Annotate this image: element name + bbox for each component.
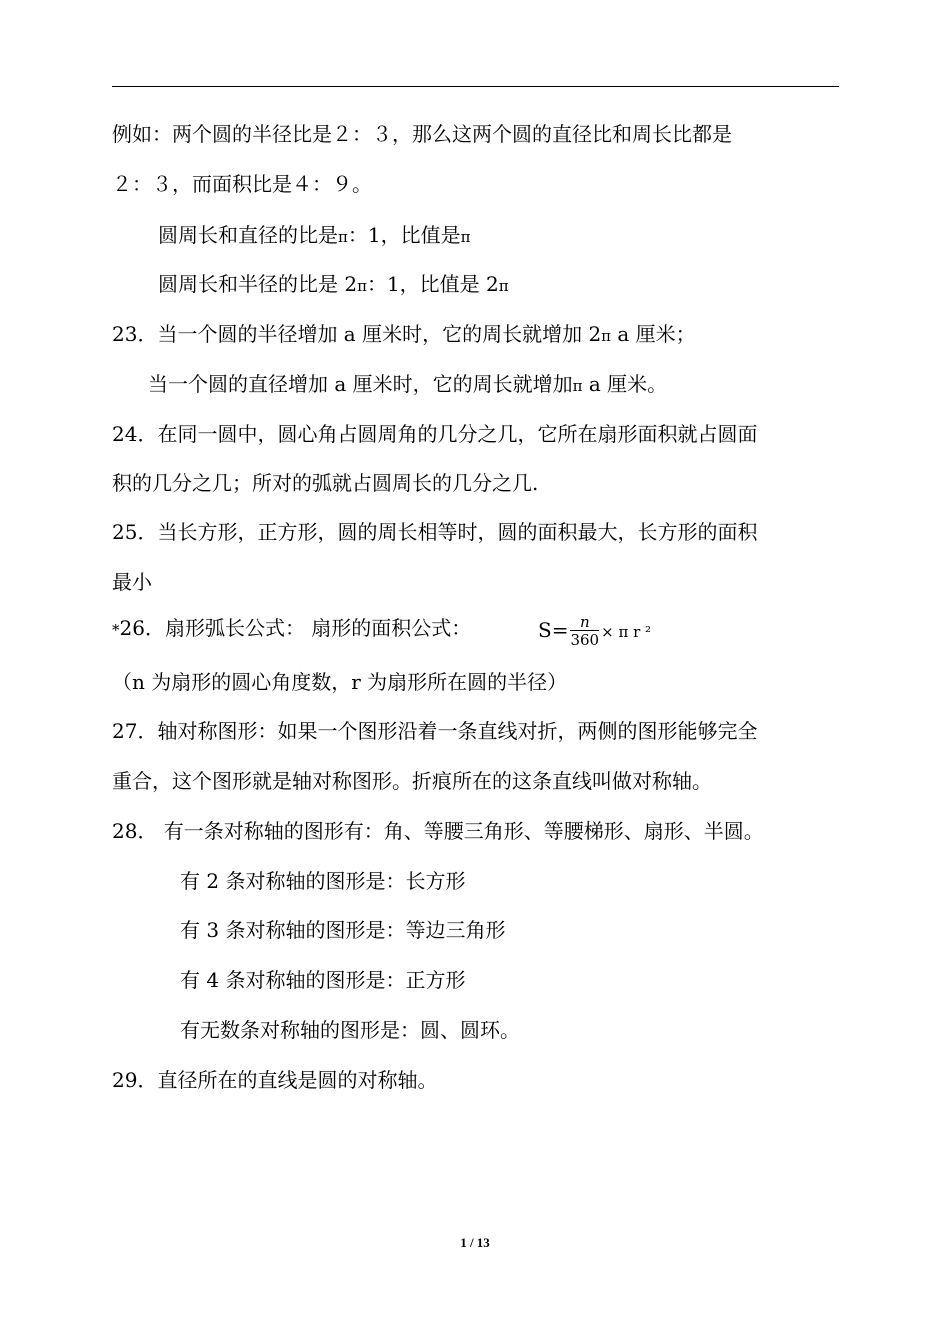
pi-symbol: π — [498, 277, 509, 295]
pi-symbol: π — [460, 228, 471, 246]
text-line: 有 3 条对称轴的图形是：等边三角形 — [180, 918, 506, 942]
formula-lhs: S= — [538, 618, 569, 642]
text-line: 有 2 条对称轴的图形是：长方形 — [180, 869, 466, 893]
text-line: 27．轴对称图形：如果一个图形沿着一条直线对折，两侧的图形能够完全 — [112, 719, 758, 743]
text-segment: 当一个圆的直径增加 a 厘米时，它的周长就增加 — [148, 372, 573, 396]
text-line: 有 4 条对称轴的图形是：正方形 — [180, 968, 466, 992]
text-segment: ：1，比值是 — [347, 223, 461, 247]
text-segment: 圆周长和直径的比是 — [158, 223, 338, 247]
sector-area-formula — [538, 614, 651, 649]
text-line: 积的几分之几；所对的弧就占圆周长的几分之几. — [112, 471, 539, 495]
text-segment: ：1，比值是 2 — [366, 272, 499, 296]
header-rule — [112, 86, 839, 87]
text-segment: a 厘米； — [611, 322, 696, 346]
text-segment: a 厘米。 — [582, 372, 668, 396]
fraction — [570, 614, 599, 649]
text-line: 25．当长方形，正方形，圆的周长相等时，圆的面积最大，长方形的面积 — [112, 520, 758, 544]
text-line: 最小 — [112, 570, 152, 594]
pi-symbol: π — [572, 377, 583, 395]
asterisk-mark: * — [112, 621, 120, 639]
text-line: 24．在同一圆中，圆心角占圆周角的几分之几，它所在扇形面积就占圆面 — [112, 422, 758, 446]
text-line: 例如：两个圆的半径比是２：３，那么这两个圆的直径比和周长比都是 — [112, 122, 732, 146]
formula-rhs: × π r ² — [601, 623, 652, 641]
text-line: 28． 有一条对称轴的图形有：角、等腰三角形、等腰梯形、扇形、半圆。 — [112, 819, 764, 843]
text-line — [158, 223, 470, 249]
text-line — [112, 322, 696, 348]
text-line — [148, 372, 667, 398]
text-line — [158, 272, 509, 298]
pi-symbol: π — [601, 327, 612, 345]
text-line: （n 为扇形的圆心角度数，r 为扇形所在圆的半径） — [112, 670, 568, 694]
text-line — [112, 616, 471, 642]
text-line: 有无数条对称轴的图形是：圆、圆环。 — [180, 1018, 520, 1042]
pi-symbol: π — [338, 228, 348, 246]
text-segment: 26．扇形弧长公式： 扇形的面积公式： — [119, 616, 472, 640]
text-line: 重合，这个图形就是轴对称图形。折痕所在的这条直线叫做对称轴。 — [112, 769, 712, 793]
text-line: ２：３，而面积比是４：９。 — [112, 172, 372, 196]
fraction-denominator: 360 — [570, 631, 600, 649]
pi-symbol: π — [357, 277, 367, 295]
text-line: 29．直径所在的直线是圆的对称轴。 — [112, 1068, 438, 1092]
text-segment: 圆周长和半径的比是 2 — [158, 272, 358, 296]
page-number: 1 / 13 — [460, 1235, 490, 1250]
text-segment: 23．当一个圆的半径增加 a 厘米时，它的周长就增加 2 — [112, 322, 602, 346]
fraction-numerator: n — [570, 614, 599, 631]
